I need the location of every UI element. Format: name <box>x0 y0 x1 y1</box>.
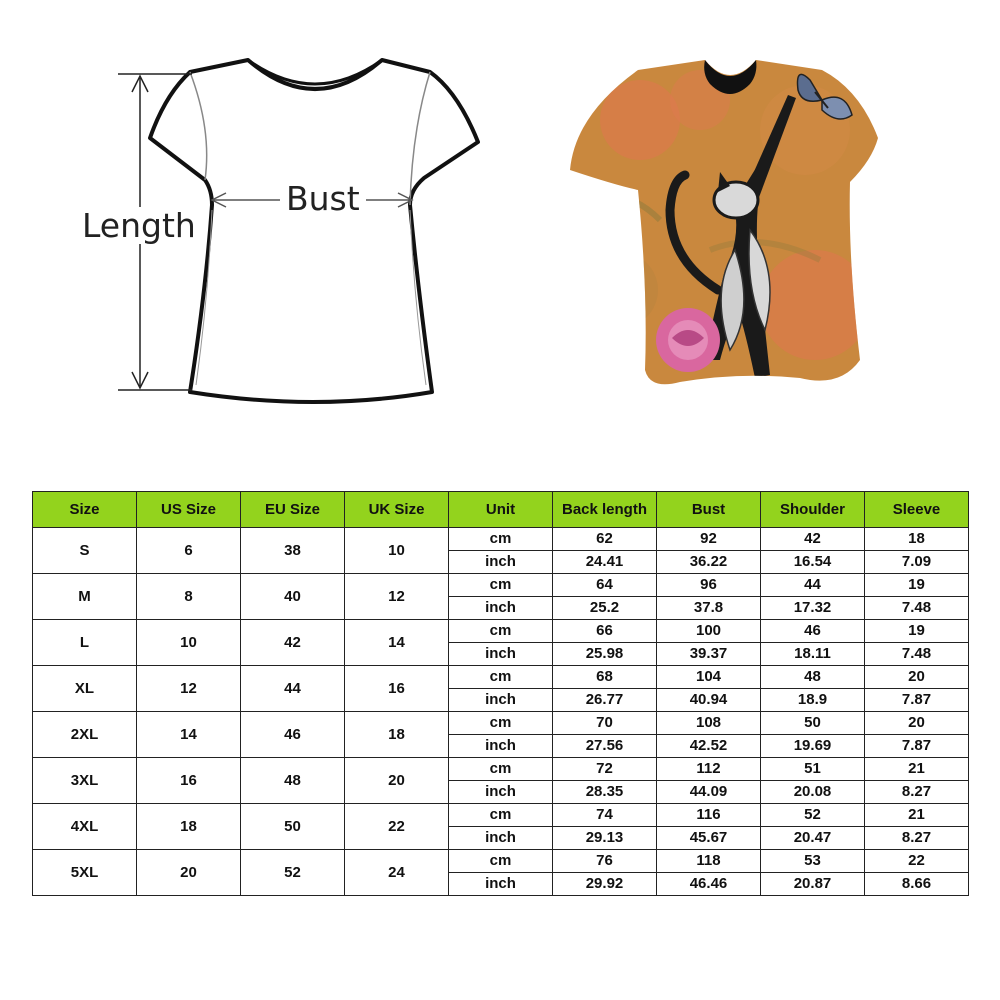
header-eu-size: EU Size <box>241 492 345 528</box>
shoulder-cell: 18.11 <box>761 643 865 666</box>
uk-size-cell: 18 <box>345 712 449 758</box>
us-size-cell: 18 <box>137 804 241 850</box>
size-cell: 4XL <box>33 804 137 850</box>
back-length-cell: 25.98 <box>553 643 657 666</box>
shoulder-cell: 42 <box>761 528 865 551</box>
table-row <box>33 620 969 643</box>
bust-cell: 112 <box>657 758 761 781</box>
sleeve-cell: 21 <box>865 758 969 781</box>
size-cell: M <box>33 574 137 620</box>
size-cell: 5XL <box>33 850 137 896</box>
bust-cell: 116 <box>657 804 761 827</box>
sleeve-cell: 8.27 <box>865 827 969 850</box>
uk-size-cell: 20 <box>345 758 449 804</box>
unit-cell: inch <box>449 827 553 850</box>
table-row <box>33 666 969 689</box>
sleeve-cell: 20 <box>865 712 969 735</box>
table-row <box>33 850 969 873</box>
shoulder-cell: 50 <box>761 712 865 735</box>
back-length-cell: 68 <box>553 666 657 689</box>
uk-size-cell: 16 <box>345 666 449 712</box>
table-row <box>33 804 969 827</box>
eu-size-cell: 40 <box>241 574 345 620</box>
us-size-cell: 16 <box>137 758 241 804</box>
shoulder-cell: 52 <box>761 804 865 827</box>
sleeve-cell: 22 <box>865 850 969 873</box>
unit-cell: cm <box>449 574 553 597</box>
table-row <box>33 712 969 735</box>
sleeve-cell: 19 <box>865 574 969 597</box>
eu-size-cell: 46 <box>241 712 345 758</box>
shoulder-cell: 51 <box>761 758 865 781</box>
eu-size-cell: 38 <box>241 528 345 574</box>
sleeve-cell: 21 <box>865 804 969 827</box>
sleeve-cell: 18 <box>865 528 969 551</box>
bust-cell: 100 <box>657 620 761 643</box>
back-length-cell: 28.35 <box>553 781 657 804</box>
bust-cell: 92 <box>657 528 761 551</box>
back-length-cell: 74 <box>553 804 657 827</box>
unit-cell: inch <box>449 873 553 896</box>
uk-size-cell: 14 <box>345 620 449 666</box>
uk-size-cell: 12 <box>345 574 449 620</box>
sleeve-cell: 8.27 <box>865 781 969 804</box>
unit-cell: inch <box>449 551 553 574</box>
back-length-cell: 72 <box>553 758 657 781</box>
bust-cell: 44.09 <box>657 781 761 804</box>
header-shoulder: Shoulder <box>761 492 865 528</box>
unit-cell: inch <box>449 643 553 666</box>
bust-cell: 39.37 <box>657 643 761 666</box>
bust-cell: 37.8 <box>657 597 761 620</box>
back-length-cell: 26.77 <box>553 689 657 712</box>
bust-cell: 96 <box>657 574 761 597</box>
back-length-cell: 76 <box>553 850 657 873</box>
sleeve-cell: 7.87 <box>865 689 969 712</box>
eu-size-cell: 42 <box>241 620 345 666</box>
size-chart-table <box>32 491 969 896</box>
measurement-diagram <box>0 0 520 440</box>
table-row <box>33 528 969 551</box>
bust-label: Bust <box>280 182 366 215</box>
unit-cell: inch <box>449 735 553 758</box>
us-size-cell: 12 <box>137 666 241 712</box>
unit-cell: cm <box>449 758 553 781</box>
back-length-cell: 24.41 <box>553 551 657 574</box>
tshirt-outline-icon <box>0 0 520 440</box>
sleeve-cell: 7.87 <box>865 735 969 758</box>
uk-size-cell: 24 <box>345 850 449 896</box>
sleeve-cell: 7.48 <box>865 597 969 620</box>
size-cell: S <box>33 528 137 574</box>
back-length-cell: 62 <box>553 528 657 551</box>
header-sleeve: Sleeve <box>865 492 969 528</box>
size-cell: 2XL <box>33 712 137 758</box>
shoulder-cell: 20.87 <box>761 873 865 896</box>
table-header-row <box>33 492 969 528</box>
bust-cell: 45.67 <box>657 827 761 850</box>
header-uk-size: UK Size <box>345 492 449 528</box>
sleeve-cell: 7.48 <box>865 643 969 666</box>
header-back-length: Back length <box>553 492 657 528</box>
bust-cell: 36.22 <box>657 551 761 574</box>
product-image <box>560 60 880 400</box>
sleeve-cell: 19 <box>865 620 969 643</box>
header-bust: Bust <box>657 492 761 528</box>
back-length-cell: 25.2 <box>553 597 657 620</box>
us-size-cell: 6 <box>137 528 241 574</box>
shoulder-cell: 17.32 <box>761 597 865 620</box>
uk-size-cell: 22 <box>345 804 449 850</box>
back-length-cell: 29.13 <box>553 827 657 850</box>
us-size-cell: 20 <box>137 850 241 896</box>
size-cell: 3XL <box>33 758 137 804</box>
unit-cell: cm <box>449 850 553 873</box>
back-length-cell: 66 <box>553 620 657 643</box>
shoulder-cell: 18.9 <box>761 689 865 712</box>
unit-cell: inch <box>449 597 553 620</box>
table-row <box>33 574 969 597</box>
unit-cell: cm <box>449 804 553 827</box>
flower-icon <box>600 80 680 160</box>
length-label: Length <box>82 206 196 245</box>
unit-cell: inch <box>449 781 553 804</box>
shoulder-cell: 20.47 <box>761 827 865 850</box>
eu-size-cell: 44 <box>241 666 345 712</box>
bust-cell: 40.94 <box>657 689 761 712</box>
header-size: Size <box>33 492 137 528</box>
uk-size-cell: 10 <box>345 528 449 574</box>
bust-cell: 108 <box>657 712 761 735</box>
shoulder-cell: 44 <box>761 574 865 597</box>
back-length-cell: 27.56 <box>553 735 657 758</box>
back-length-cell: 64 <box>553 574 657 597</box>
bust-cell: 104 <box>657 666 761 689</box>
unit-cell: cm <box>449 666 553 689</box>
unit-cell: cm <box>449 620 553 643</box>
sleeve-cell: 8.66 <box>865 873 969 896</box>
size-cell: XL <box>33 666 137 712</box>
unit-cell: inch <box>449 689 553 712</box>
bust-cell: 42.52 <box>657 735 761 758</box>
us-size-cell: 8 <box>137 574 241 620</box>
bust-cell: 118 <box>657 850 761 873</box>
unit-cell: cm <box>449 712 553 735</box>
eu-size-cell: 48 <box>241 758 345 804</box>
us-size-cell: 10 <box>137 620 241 666</box>
bust-cell: 46.46 <box>657 873 761 896</box>
sleeve-cell: 20 <box>865 666 969 689</box>
shoulder-cell: 20.08 <box>761 781 865 804</box>
table-row <box>33 758 969 781</box>
eu-size-cell: 50 <box>241 804 345 850</box>
back-length-cell: 29.92 <box>553 873 657 896</box>
unit-cell: cm <box>449 528 553 551</box>
sleeve-cell: 7.09 <box>865 551 969 574</box>
shoulder-cell: 48 <box>761 666 865 689</box>
eu-size-cell: 52 <box>241 850 345 896</box>
size-cell: L <box>33 620 137 666</box>
header-us-size: US Size <box>137 492 241 528</box>
header-unit: Unit <box>449 492 553 528</box>
back-length-cell: 70 <box>553 712 657 735</box>
shoulder-cell: 19.69 <box>761 735 865 758</box>
shoulder-cell: 53 <box>761 850 865 873</box>
us-size-cell: 14 <box>137 712 241 758</box>
shoulder-cell: 16.54 <box>761 551 865 574</box>
shoulder-cell: 46 <box>761 620 865 643</box>
